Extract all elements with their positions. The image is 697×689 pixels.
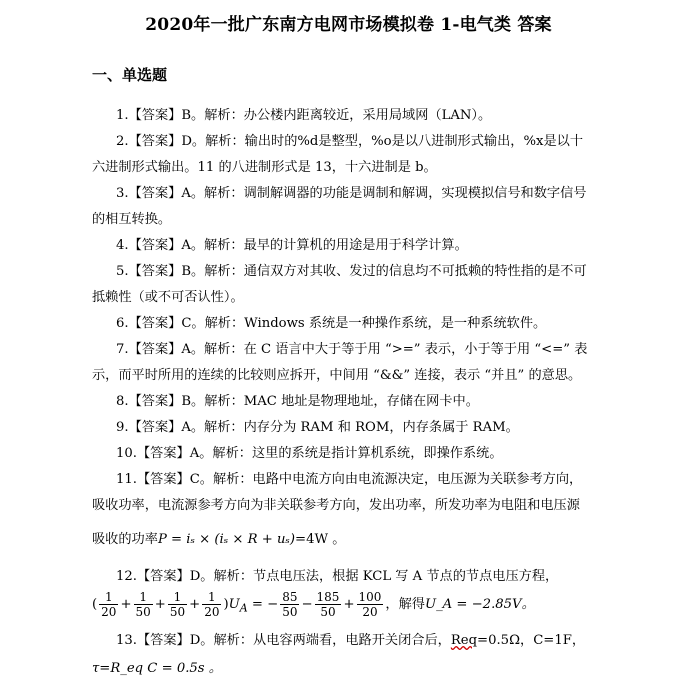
answer-6: 6.【答案】C。解析：Windows 系统是一种操作系统，是一种系统软件。	[116, 316, 547, 331]
answer-12-result: U_A = −2.85V。	[424, 597, 535, 612]
frac-5: $\frac{85}{50}$	[282, 590, 298, 619]
frac-4: $\frac{1}{20}$	[204, 590, 220, 619]
answer-11-line3	[92, 527, 608, 553]
answer-5-line1: 5.【答案】B。解析：通信双方对其收、发过的信息均不可抵赖的特性指的是不可	[116, 264, 587, 279]
answer-11-prefix: 吸收的功率	[92, 532, 158, 547]
section-heading: 一、单选题	[92, 66, 168, 84]
answer-13-line2: τ=R_eq C = 0.5s 。	[92, 661, 222, 676]
answer-3-line2: 的相互转换。	[92, 212, 172, 227]
answer-7-line2: 示，而平时所用的连续的比较则应拆开，中间用 “&&” 连接，表示 “并且” 的意思。	[92, 368, 582, 383]
answer-5-line2: 抵赖性（或不可否认性）。	[92, 290, 244, 305]
answer-8: 8.【答案】B。解析：MAC 地址是物理地址，存储在网卡中。	[116, 394, 479, 409]
frac-6: $\frac{185}{50}$	[316, 590, 340, 619]
answer-4: 4.【答案】A。解析：最早的计算机的用途是用于科学计算。	[116, 238, 468, 253]
answer-13-line1: 13.【答案】D。解析：从电容两端看，电路开关闭合后，Req=0.5Ω，C=1F，	[116, 633, 586, 648]
answer-10: 10.【答案】A。解析：这里的系统是指计算机系统，即操作系统。	[116, 446, 503, 461]
answer-12-equation: ( $\frac{1}{20}$ + $\frac{1}{50}$ + $\frac{1}{50}$ + $\frac{1}{20}$ )$U_A$ = − $\frac{85}{50}$ − $\frac{185}{50}$ + $\frac{100}{20}$ ，解得U_A = −2.85V。	[92, 590, 535, 619]
power-formula: P = iₛ × (iₛ × R + uₛ)	[157, 532, 296, 547]
answer-11-suffix: =4W 。	[295, 532, 346, 547]
answer-12-suffix: ，解得	[385, 597, 425, 612]
answer-9: 9.【答案】A。解析：内存分为 RAM 和 ROM，内存条属于 RAM。	[116, 420, 519, 435]
frac-1: $\frac{1}{20}$	[101, 590, 117, 619]
answer-2-line1: 2.【答案】D。解析：输出时的%d是整型，%o是以八进制形式输出，%x是以十	[116, 134, 584, 149]
answer-7-line1: 7.【答案】A。解析：在 C 语言中大于等于用 “>=” 表示，小于等于用 “<=” 表	[116, 342, 588, 357]
answer-12-line1: 12.【答案】D。解析：节点电压法，根据 KCL 写 A 节点的节点电压方程，	[116, 569, 559, 584]
answer-11-line1: 11.【答案】C。解析：电路中电流方向由电流源决定，电压源为关联参考方向，	[116, 472, 583, 487]
req-term: Req	[450, 633, 478, 648]
answer-1: 1.【答案】B。解析：办公楼内距离较近，采用局域网（LAN）。	[116, 108, 492, 123]
frac-7: $\frac{100}{20}$	[358, 590, 382, 619]
frac-3: $\frac{1}{50}$	[169, 590, 186, 619]
answer-3-line1: 3.【答案】A。解析：调制解调器的功能是调制和解调，实现模拟信号和数字信号	[116, 186, 587, 201]
answer-11-line2: 吸收功率，电流源参考方向为非关联参考方向，发出功率，所发功率为电阻和电压源	[92, 498, 580, 513]
answer-2-line2: 六进制形式输出。11 的八进制形式是 13，十六进制是 b。	[92, 160, 437, 175]
document-title: 2020年一批广东南方电网市场模拟卷 1-电气类 答案	[145, 15, 552, 35]
frac-2: $\frac{1}{50}$	[135, 590, 151, 619]
